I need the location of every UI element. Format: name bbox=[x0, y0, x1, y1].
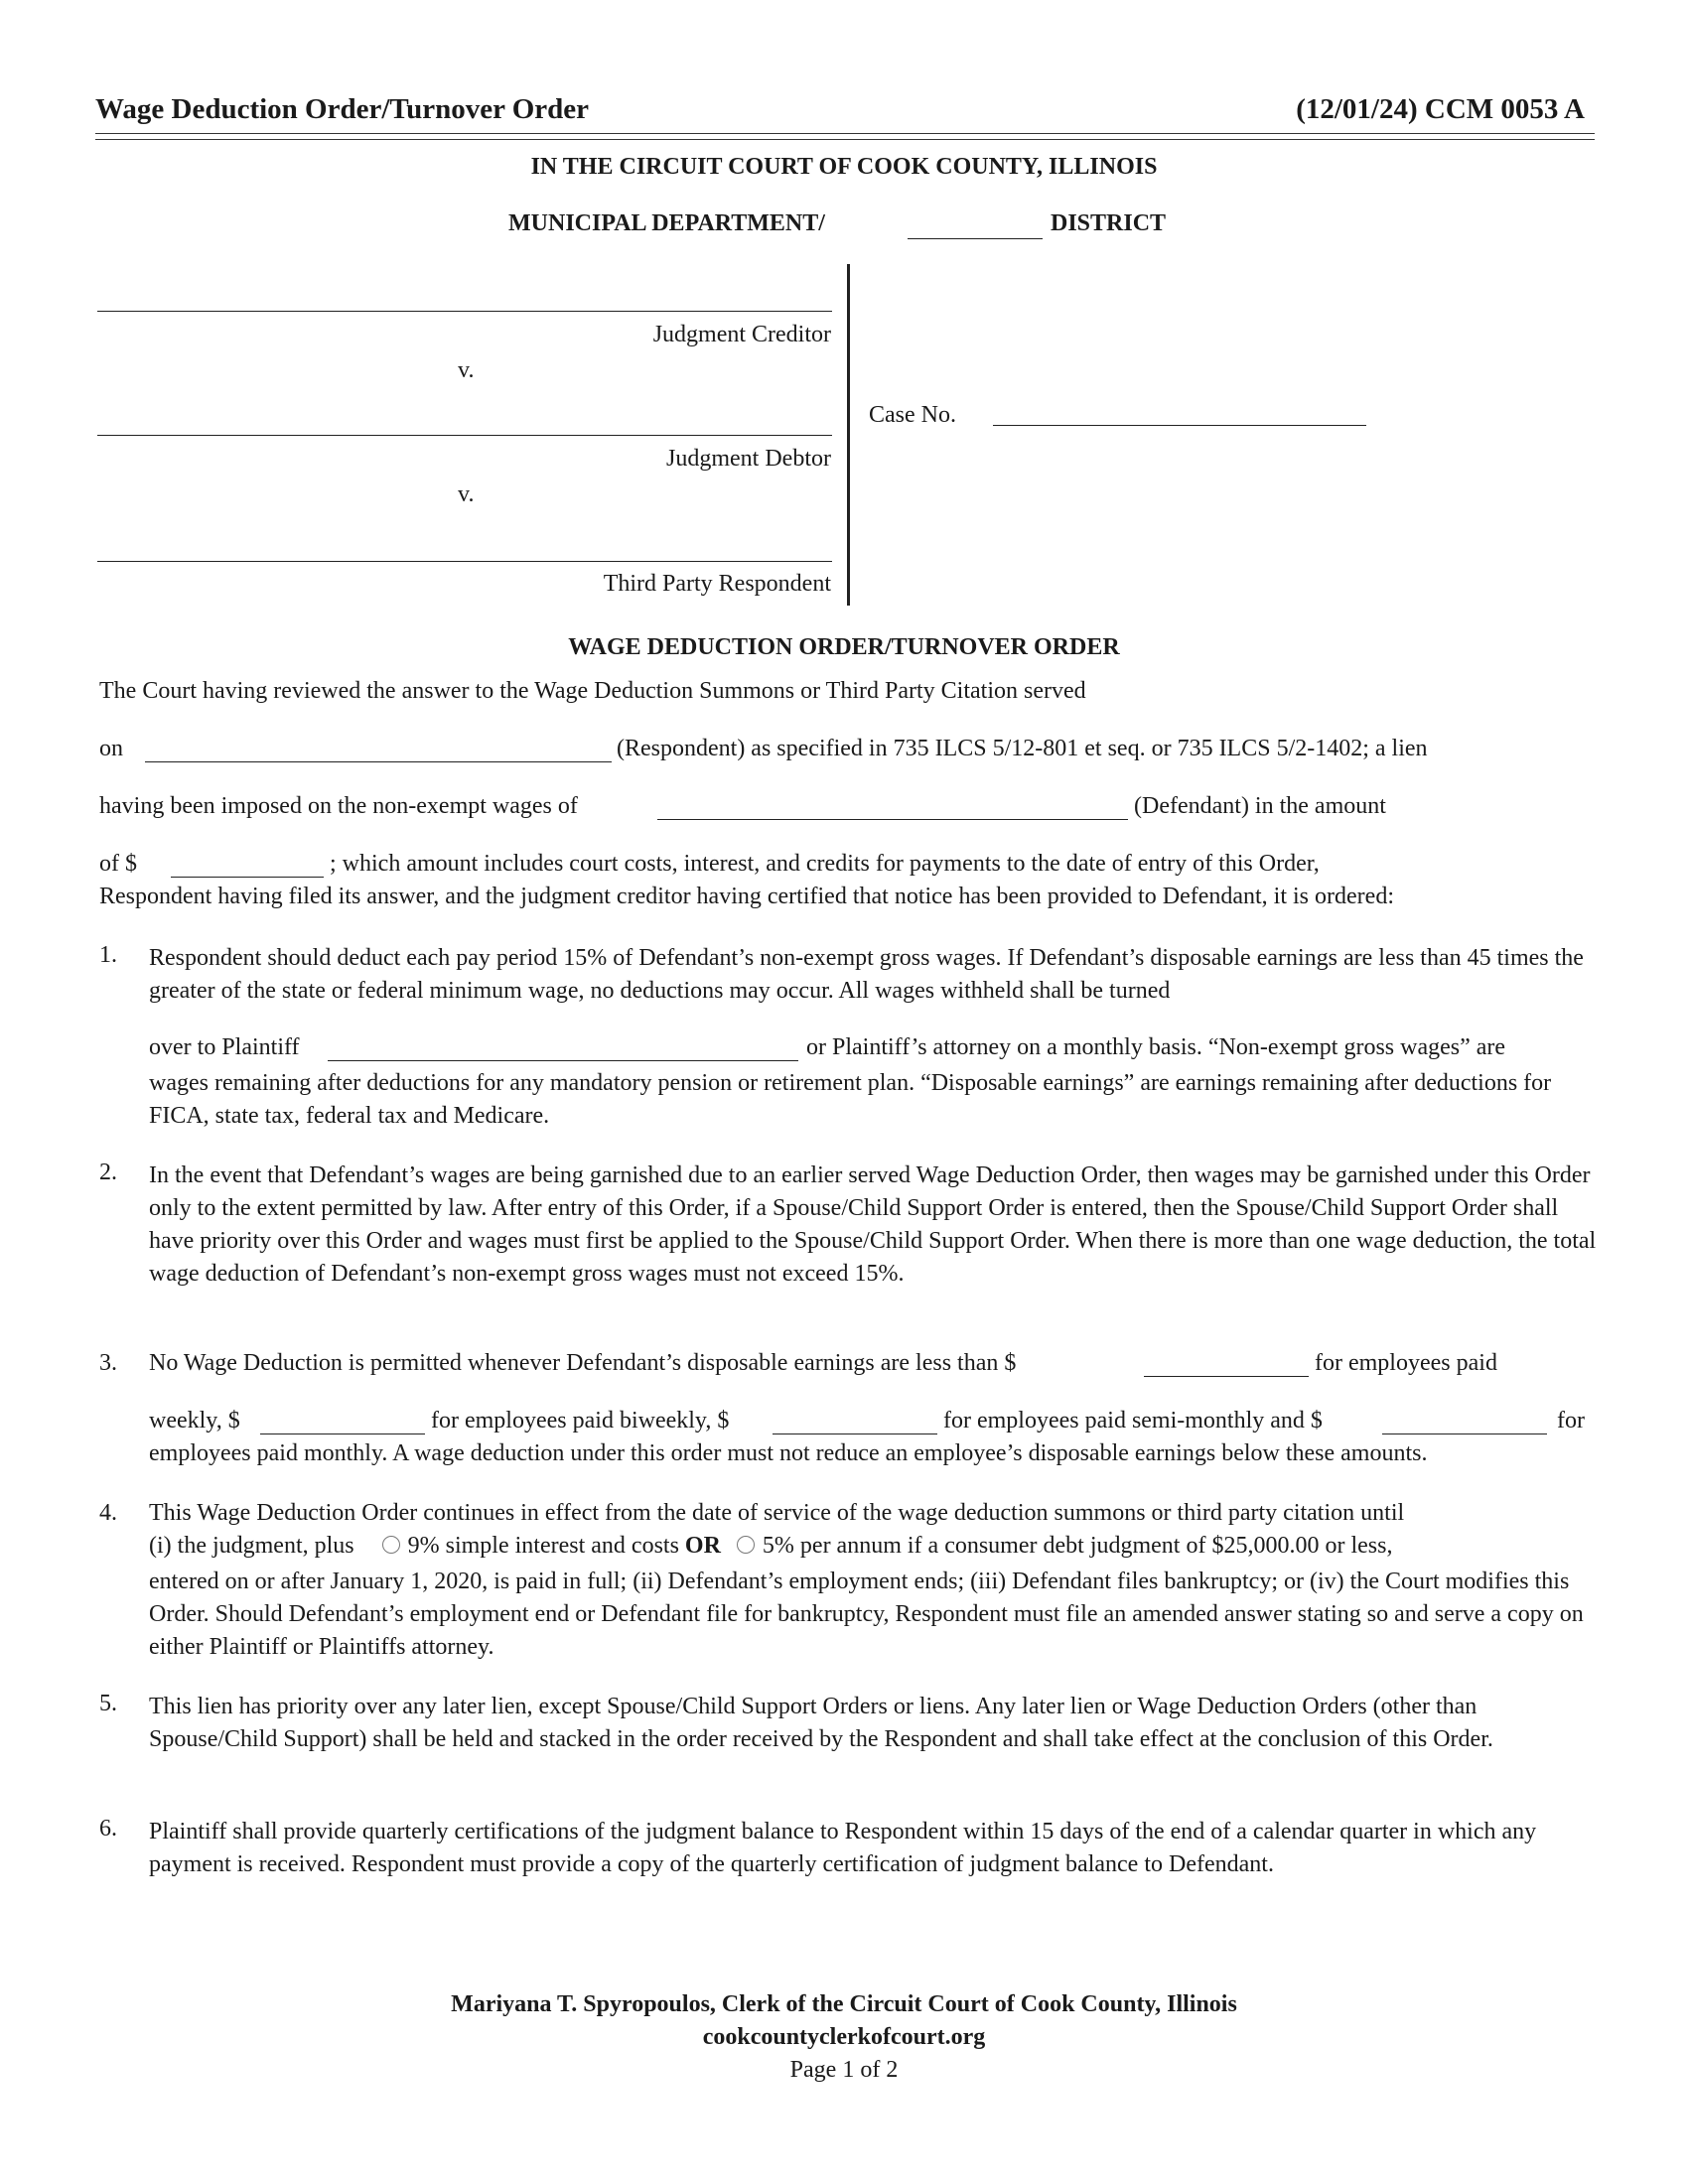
item-4-number: 4. bbox=[99, 1500, 117, 1526]
header-rule-top bbox=[95, 133, 1595, 134]
form-code: (12/01/24) CCM 0053 A bbox=[1296, 93, 1585, 125]
item-2-text: In the event that Defendant’s wages are being garnished due to an earlier served Wage Deduction Order, then wages may be garnished under this Order only to the extent permitted by law. After entry of this Order, if a Spouse/Child Support Order is entered, then the Spouse/Child Support Order shall have priority over this Order and wages must first be applied to the Spouse/Child Support Order. When there is more than one wage deduction, the total wage deduction of Defendant’s non-exempt gross wages must not exceed 15%. bbox=[149, 1162, 1597, 1287]
item-3-for-label: for bbox=[1557, 1408, 1585, 1433]
case-no-field[interactable] bbox=[993, 425, 1366, 426]
semimonthly-amount-field[interactable] bbox=[1382, 1433, 1547, 1434]
creditor-field[interactable] bbox=[97, 311, 832, 312]
item-5-number: 5. bbox=[99, 1691, 117, 1716]
item-5-text: This lien has priority over any later lien, except Spouse/Child Support Orders or liens. Any later lien or Wage Deduction Orders (other than Spouse/Child Support) shall be held and stacked in the order received by the Respondent and shall take effect at the conclusion of this Order. bbox=[149, 1694, 1493, 1752]
item-3-text-a: No Wage Deduction is permitted whenever Defendant’s disposable earnings are less than $ bbox=[149, 1350, 1017, 1376]
item-3-semimonthly-label: for employees paid semi-monthly and $ bbox=[943, 1408, 1323, 1433]
item-4-text-c: entered on or after January 1, 2020, is paid in full; (ii) Defendant’s employment ends; (iii) Defendant files bankruptcy; or (iv) the Court modifies this Order. Should Defendant’s employment end or Defendant file for bankruptcy, Respondent must file an amended answer stating so and serve a copy on either Plaintiff or Plaintiffs attorney. bbox=[149, 1569, 1584, 1660]
item-3-number: 3. bbox=[99, 1350, 117, 1376]
item-6-number: 6. bbox=[99, 1816, 117, 1842]
third-party-label: Third Party Respondent bbox=[603, 571, 831, 597]
clerk-name: Mariyana T. Spyropoulos, Clerk of the Circuit Court of Cook County, Illinois bbox=[451, 1991, 1237, 2017]
item-1-plaintiff-label: over to Plaintiff bbox=[149, 1034, 300, 1060]
district-field[interactable] bbox=[908, 238, 1043, 239]
intro-line-1: The Court having reviewed the answer to the Wage Deduction Summons or Third Party Citation served bbox=[99, 678, 1086, 704]
item-3-weekly-label: weekly, $ bbox=[149, 1408, 240, 1433]
item-3-text-c: employees paid monthly. A wage deduction under this order must not reduce an employee’s disposable earnings below these amounts. bbox=[149, 1440, 1428, 1466]
intro-on-label: on bbox=[99, 736, 123, 761]
intro-line-3-post: (Defendant) in the amount bbox=[1134, 793, 1386, 819]
plaintiff-name-field[interactable] bbox=[328, 1060, 798, 1061]
item-1-text-a: Respondent should deduct each pay period 15% of Defendant’s non-exempt gross wages. If Defendant’s disposable earnings are less than 45 times the greater of the state or federal minimum wage, no deductions may occur. All wages withheld shall be turned bbox=[149, 945, 1584, 1004]
intro-amount-label: of $ bbox=[99, 851, 137, 877]
clerk-website: cookcountyclerkofcourt.org bbox=[702, 2024, 986, 2050]
department-label: MUNICIPAL DEPARTMENT/ bbox=[508, 210, 825, 236]
item-1-text-b: or Plaintiff’s attorney on a monthly basis. “Non-exempt gross wages” are bbox=[806, 1034, 1506, 1060]
versus-2: v. bbox=[458, 481, 475, 507]
amount-field[interactable] bbox=[171, 877, 324, 878]
five-percent-radio[interactable] bbox=[737, 1536, 755, 1554]
item-1-number: 1. bbox=[99, 942, 117, 968]
order-title: WAGE DEDUCTION ORDER/TURNOVER ORDER bbox=[568, 634, 1120, 660]
debtor-field[interactable] bbox=[97, 435, 832, 436]
item-6-text: Plaintiff shall provide quarterly certifications of the judgment balance to Respondent within 15 days of the end of a calendar quarter in which any payment is received. Respondent must provide a copy of the quarterly certification of judgment balance to Defendant. bbox=[149, 1819, 1537, 1877]
weekly-amount-field[interactable] bbox=[260, 1433, 425, 1434]
item-3-biweekly-label: for employees paid biweekly, $ bbox=[431, 1408, 730, 1433]
intro-line-4: ; which amount includes court costs, interest, and credits for payments to the date of entry of this Order, bbox=[330, 851, 1320, 877]
intro-line-3-pre: having been imposed on the non-exempt wages of bbox=[99, 793, 578, 819]
biweekly-amount-field[interactable] bbox=[773, 1433, 937, 1434]
item-4-options-line bbox=[149, 1533, 1392, 1560]
page-number: Page 1 of 2 bbox=[789, 2057, 899, 2083]
case-no-label: Case No. bbox=[869, 402, 956, 428]
item-2-number: 2. bbox=[99, 1160, 117, 1185]
creditor-label: Judgment Creditor bbox=[652, 322, 831, 347]
item-4-text-a: This Wage Deduction Order continues in effect from the date of service of the wage deduction summons or third party citation until bbox=[149, 1500, 1405, 1526]
form-title: Wage Deduction Order/Turnover Order bbox=[95, 93, 589, 125]
nine-percent-radio[interactable] bbox=[382, 1536, 400, 1554]
intro-line-2: (Respondent) as specified in 735 ILCS 5/12-801 et seq. or 735 ILCS 5/2-1402; a lien bbox=[617, 736, 1428, 761]
intro-line-5: Respondent having filed its answer, and the judgment creditor having certified that notice has been provided to Defendant, it is ordered: bbox=[99, 884, 1394, 909]
defendant-name-field[interactable] bbox=[657, 819, 1128, 820]
nine-percent-label: 9% simple interest and costs bbox=[407, 1533, 679, 1559]
header-rule-bottom bbox=[95, 139, 1595, 140]
caption-divider bbox=[847, 264, 850, 606]
court-title: IN THE CIRCUIT COURT OF COOK COUNTY, ILLINOIS bbox=[530, 154, 1158, 180]
item-4-judgment-plus: (i) the judgment, plus bbox=[149, 1533, 354, 1559]
or-label: OR bbox=[684, 1533, 721, 1559]
respondent-name-field[interactable] bbox=[145, 761, 612, 762]
district-label: DISTRICT bbox=[1051, 210, 1167, 236]
item-1-text-c: wages remaining after deductions for any mandatory pension or retirement plan. “Disposable earnings” are earnings remaining after deductions for FICA, state tax, federal tax and Medicare. bbox=[149, 1070, 1552, 1129]
item-3-text-a-post: for employees paid bbox=[1315, 1350, 1497, 1376]
versus-1: v. bbox=[458, 357, 475, 383]
five-percent-label: 5% per annum if a consumer debt judgment of $25,000.00 or less, bbox=[762, 1533, 1393, 1559]
weekly-limit-field-top[interactable] bbox=[1144, 1376, 1309, 1377]
debtor-label: Judgment Debtor bbox=[666, 446, 831, 472]
third-party-field[interactable] bbox=[97, 561, 832, 562]
